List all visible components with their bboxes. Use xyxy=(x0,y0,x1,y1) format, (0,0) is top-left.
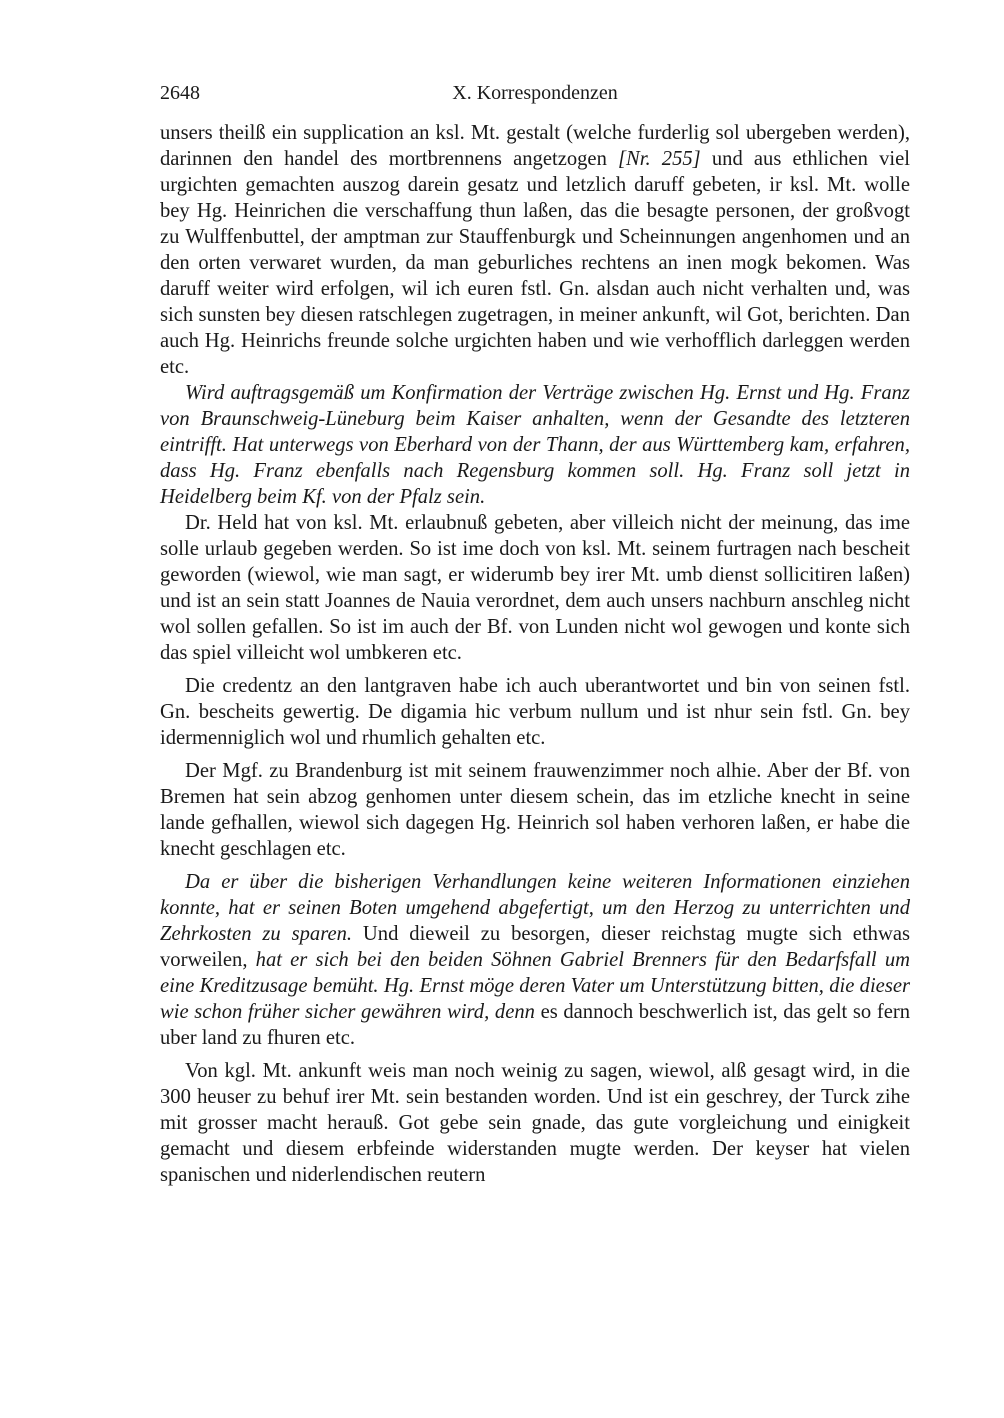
text-segment: Von kgl. Mt. ankunft weis man noch weinig zu sagen, wiewol, alß gesagt wird, in die 300 heuser zu behuf irer Mt. sein bestanden worden. Und ist ein geschrey, der Turck zihe mit grosser macht herauß. Got gebe sein gnade, das gute vorgleichung und einigkeit gemacht und diesem erbfeinde widerstanden mugte werden. Der keyser hat vielen spanischen und niderlendischen reutern xyxy=(160,1060,910,1186)
text-segment: und aus ethlichen viel urgichten gemachten auszog darein gesatz und letzlich daruff gebeten, ir ksl. Mt. wolle bey Hg. Heinrichen die verschaffung thun laßen, das die besagte personen, der großvogt zu Wulffenbuttel, der amptman zur Stauffenburgk und Scheinnungen angenhomen und an den orten verwaret wurden, da man geburliches rechtens an inen mogk bekomen. Was daruff weiter wird erfolgen, wil ich euren fstl. Gn. alsdan auch nicht verhalten und, was sich sunsten bey diesen ratschlegen zugetragen, in meiner ankunft, wil Got, berichten. Dan auch Hg. Heinrichs freunde solche urgichten haben und wie verhofflich darleggen werden etc. xyxy=(160,148,910,378)
text-segment: es dannoch beschwerlich ist, das gelt so fern uber land zu fhuren etc. xyxy=(160,1001,911,1049)
page-number: 2648 xyxy=(160,82,200,104)
paragraph-continuation xyxy=(160,120,910,380)
paragraph-mixed-summary xyxy=(160,869,910,1051)
document-page xyxy=(160,78,910,1188)
running-title: X. Korrespondenzen xyxy=(452,82,618,104)
body-text xyxy=(160,120,910,1188)
text-segment: Die credentz an den lantgraven habe ich auch uberantwortet und bin von seinen fstl. Gn. bescheits gewertig. De digamia hic verbum nullum und ist nhur sein fstl. Gn. bey idermenniglich wol und rhumlich gehalten etc. xyxy=(160,675,910,749)
editorial-summary-text: hat er sich bei den beiden Söhnen Gabriel Brenners für den Bedarfsfall um eine Kreditzusage bemüht. Hg. Ernst möge deren Vater um Unterstützung bitten, die dieser wie schon früher sicher gewähren wird, denn xyxy=(160,949,910,1023)
text-segment: Und dieweil zu besorgen, dieser reichstag mugte sich ethwas vorweilen, xyxy=(160,923,910,971)
paragraph-dr-held xyxy=(160,510,910,666)
paragraph-editorial-summary xyxy=(160,380,910,510)
editorial-reference: [Nr. 255] xyxy=(618,148,701,170)
editorial-summary-text: Da er über die bisherigen Verhandlungen keine weiteren Informationen einziehen konnte, hat er seinen Boten umgehend abgefertigt, um den Herzog zu unterrichten und Zehrkosten zu sparen. xyxy=(160,871,910,945)
paragraph-kgl-ankunft xyxy=(160,1058,910,1188)
text-segment: Der Mgf. zu Brandenburg ist mit seinem frauwenzimmer noch alhie. Aber der Bf. von Bremen hat sein abzog genhomen unter diesem schein, das im etzliche knecht in seine lande gefhallen, wiewol sich dagegen Hg. Heinrich sol haben verhoren laßen, er habe die knecht geschlagen etc. xyxy=(160,760,910,860)
paragraph-credentz xyxy=(160,673,910,751)
text-segment: unsers theilß ein supplication an ksl. Mt. gestalt (welche furderlig sol ubergeben werden), darinnen den handel des mortbrennens angetzogen xyxy=(160,122,910,170)
running-head xyxy=(160,78,910,108)
editorial-summary-text: Wird auftragsgemäß um Konfirmation der Verträge zwischen Hg. Ernst und Hg. Franz von Braunschweig-Lüneburg beim Kaiser anhalten, wenn der Gesandte des letzteren eintrifft. Hat unterwegs von Eberhard von der Thann, der aus Württemberg kam, erfahren, dass Hg. Franz ebenfalls nach Regensburg kommen soll. Hg. Franz soll jetzt in Heidelberg beim Kf. von der Pfalz sein. xyxy=(160,382,910,508)
text-segment: Dr. Held hat von ksl. Mt. erlaubnuß gebeten, aber villeich nicht der meinung, das ime solle urlaub gegeben werden. So ist ime doch von ksl. Mt. seinem furtragen nach bescheit geworden (wiewol, wie man sagt, er widerumb bey irer Mt. umb dienst sollicitiren laßen) und ist an sein statt Joannes de Nauia verordnet, dem auch unsers nachburn anschleg nicht wol sollen gefallen. So ist im auch der Bf. von Lunden nicht wol gewogen und konte sich das spiel villeicht wol umbkeren etc. xyxy=(160,512,910,664)
paragraph-brandenburg xyxy=(160,758,910,862)
